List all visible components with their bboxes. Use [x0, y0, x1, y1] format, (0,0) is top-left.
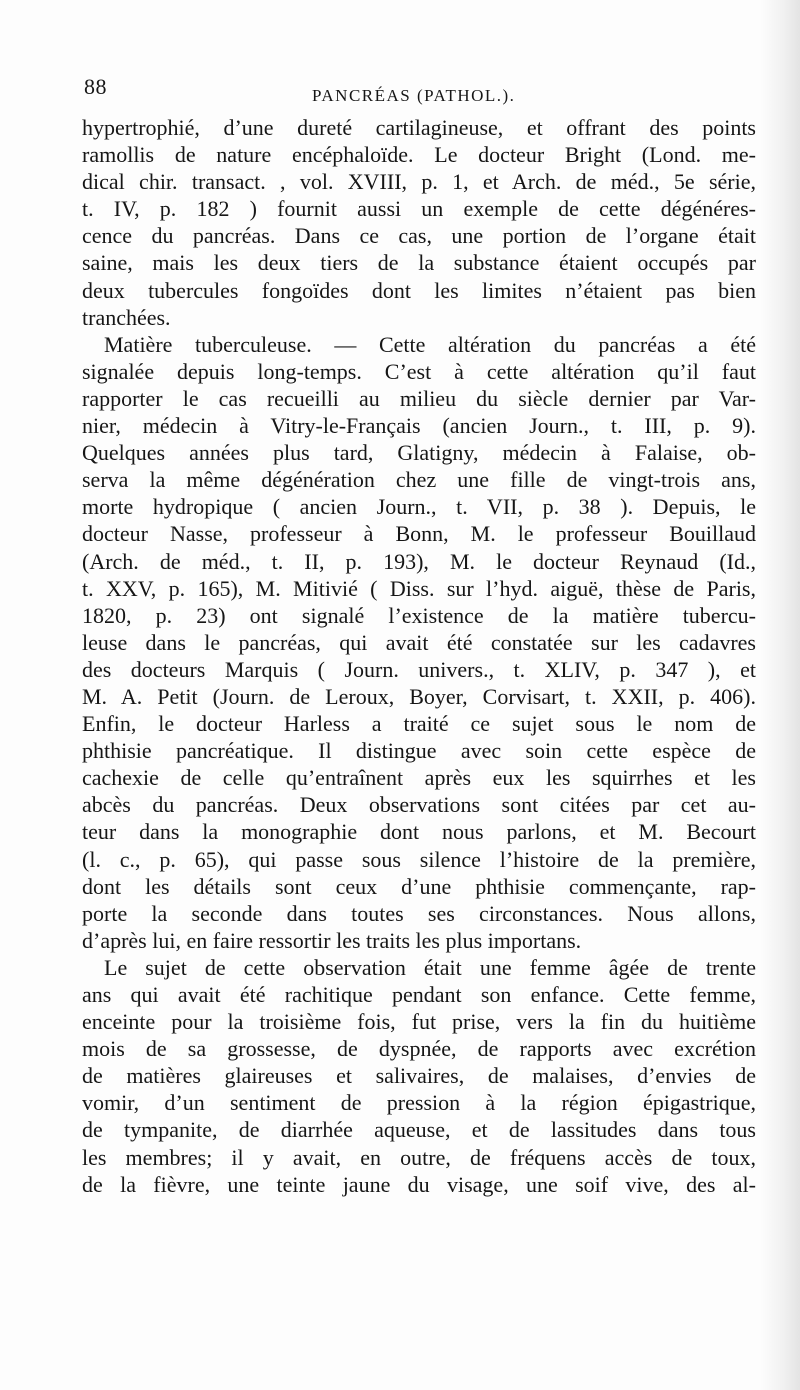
text-line: porte la seconde dans toutes ses circonstances. Nous allons,: [82, 900, 756, 926]
text-line: hypertrophié, d’une dureté cartilagineuse, et offrant des points: [82, 115, 756, 140]
text-line: teur dans la monographie dont nous parlons, et M. Becourt: [82, 819, 756, 845]
text-line: vomir, d’un sentiment de pression à la région épigastrique,: [82, 1090, 756, 1116]
text-line: tranchées.: [82, 304, 171, 330]
text-line: cence du pancréas. Dans ce cas, une portion de l’organe était: [82, 223, 756, 249]
text-line: (Arch. de méd., t. II, p. 193), M. le docteur Reynaud (Id.,: [82, 548, 756, 574]
running-head: PANCRÉAS (PATHOL.).: [312, 86, 516, 105]
text-line: nier, médecin à Vitry-le-Français (ancien Journ., t. III, p. 9).: [82, 413, 756, 439]
text-line: cachexie de celle qu’entraînent après eux les squirrhes et les: [82, 765, 756, 791]
text-line: t. IV, p. 182 ) fournit aussi un exemple de cette dégénéres-: [82, 196, 756, 222]
text-line: Quelques années plus tard, Glatigny, médecin à Falaise, ob-: [82, 440, 756, 466]
text-line: (l. c., p. 65), qui passe sous silence l’histoire de la première,: [82, 846, 756, 872]
text-line: phthisie pancréatique. Il distingue avec soin cette espèce de: [82, 738, 756, 764]
spine-shadow: [760, 0, 800, 1390]
text-line: saine, mais les deux tiers de la substance étaient occupés par: [82, 250, 756, 276]
text-line: Le sujet de cette observation était une femme âgée de trente: [104, 954, 756, 980]
text-line: dont les détails sont ceux d’une phthisie commençante, rap-: [82, 873, 756, 899]
text-line: dical chir. transact. , vol. XVIII, p. 1, et Arch. de méd., 5e série,: [82, 169, 756, 195]
text-line: ramollis de nature encéphaloïde. Le docteur Bright (Lond. me-: [82, 142, 756, 168]
text-line: abcès du pancréas. Deux observations sont citées par cet au-: [82, 792, 756, 818]
text-line: Matière tuberculeuse. — Cette altération du pancréas a été: [104, 331, 756, 357]
text-line: de la fièvre, une teinte jaune du visage, une soif vive, des al-: [82, 1171, 756, 1197]
body-text: [82, 114, 756, 1198]
page-header: [84, 74, 756, 108]
text-line: t. XXV, p. 165), M. Mitivié ( Diss. sur l’hyd. aiguë, thèse de Paris,: [82, 575, 756, 601]
text-line: signalée depuis long-temps. C’est à cette altération qu’il faut: [82, 358, 756, 384]
text-line: de matières glaireuses et salivaires, de malaises, d’envies de: [82, 1063, 756, 1089]
text-line: de tympanite, de diarrhée aqueuse, et de lassitudes dans tous: [82, 1117, 756, 1143]
text-line: 1820, p. 23) ont signalé l’existence de la matière tubercu-: [82, 602, 756, 628]
text-line: serva la même dégénération chez une fille de vingt-trois ans,: [82, 467, 756, 493]
text-line: les membres; il y avait, en outre, de fréquens accès de toux,: [82, 1144, 756, 1170]
text-line: Enfin, le docteur Harless a traité ce sujet sous le nom de: [82, 711, 756, 737]
text-line: M. A. Petit (Journ. de Leroux, Boyer, Corvisart, t. XXII, p. 406).: [82, 683, 756, 709]
text-line: deux tubercules fongoïdes dont les limites n’étaient pas bien: [82, 277, 756, 303]
text-line: ans qui avait été rachitique pendant son enfance. Cette femme,: [82, 982, 756, 1007]
text-line: des docteurs Marquis ( Journ. univers., t. XLIV, p. 347 ), et: [82, 656, 756, 682]
text-line: leuse dans le pancréas, qui avait été constatée sur les cadavres: [82, 629, 756, 655]
text-line: docteur Nasse, professeur à Bonn, M. le professeur Bouillaud: [82, 521, 756, 547]
page-number: 88: [84, 74, 107, 99]
text-line: rapporter le cas recueilli au milieu du siècle dernier par Var-: [82, 385, 756, 411]
text-line: enceinte pour la troisième fois, fut prise, vers la fin du huitième: [82, 1009, 756, 1035]
text-line: morte hydropique ( ancien Journ., t. VII, p. 38 ). Depuis, le: [82, 494, 756, 520]
text-line: mois de sa grossesse, de dyspnée, de rapports avec excrétion: [82, 1036, 756, 1062]
text-line: d’après lui, en faire ressortir les traits les plus importans.: [82, 927, 582, 953]
